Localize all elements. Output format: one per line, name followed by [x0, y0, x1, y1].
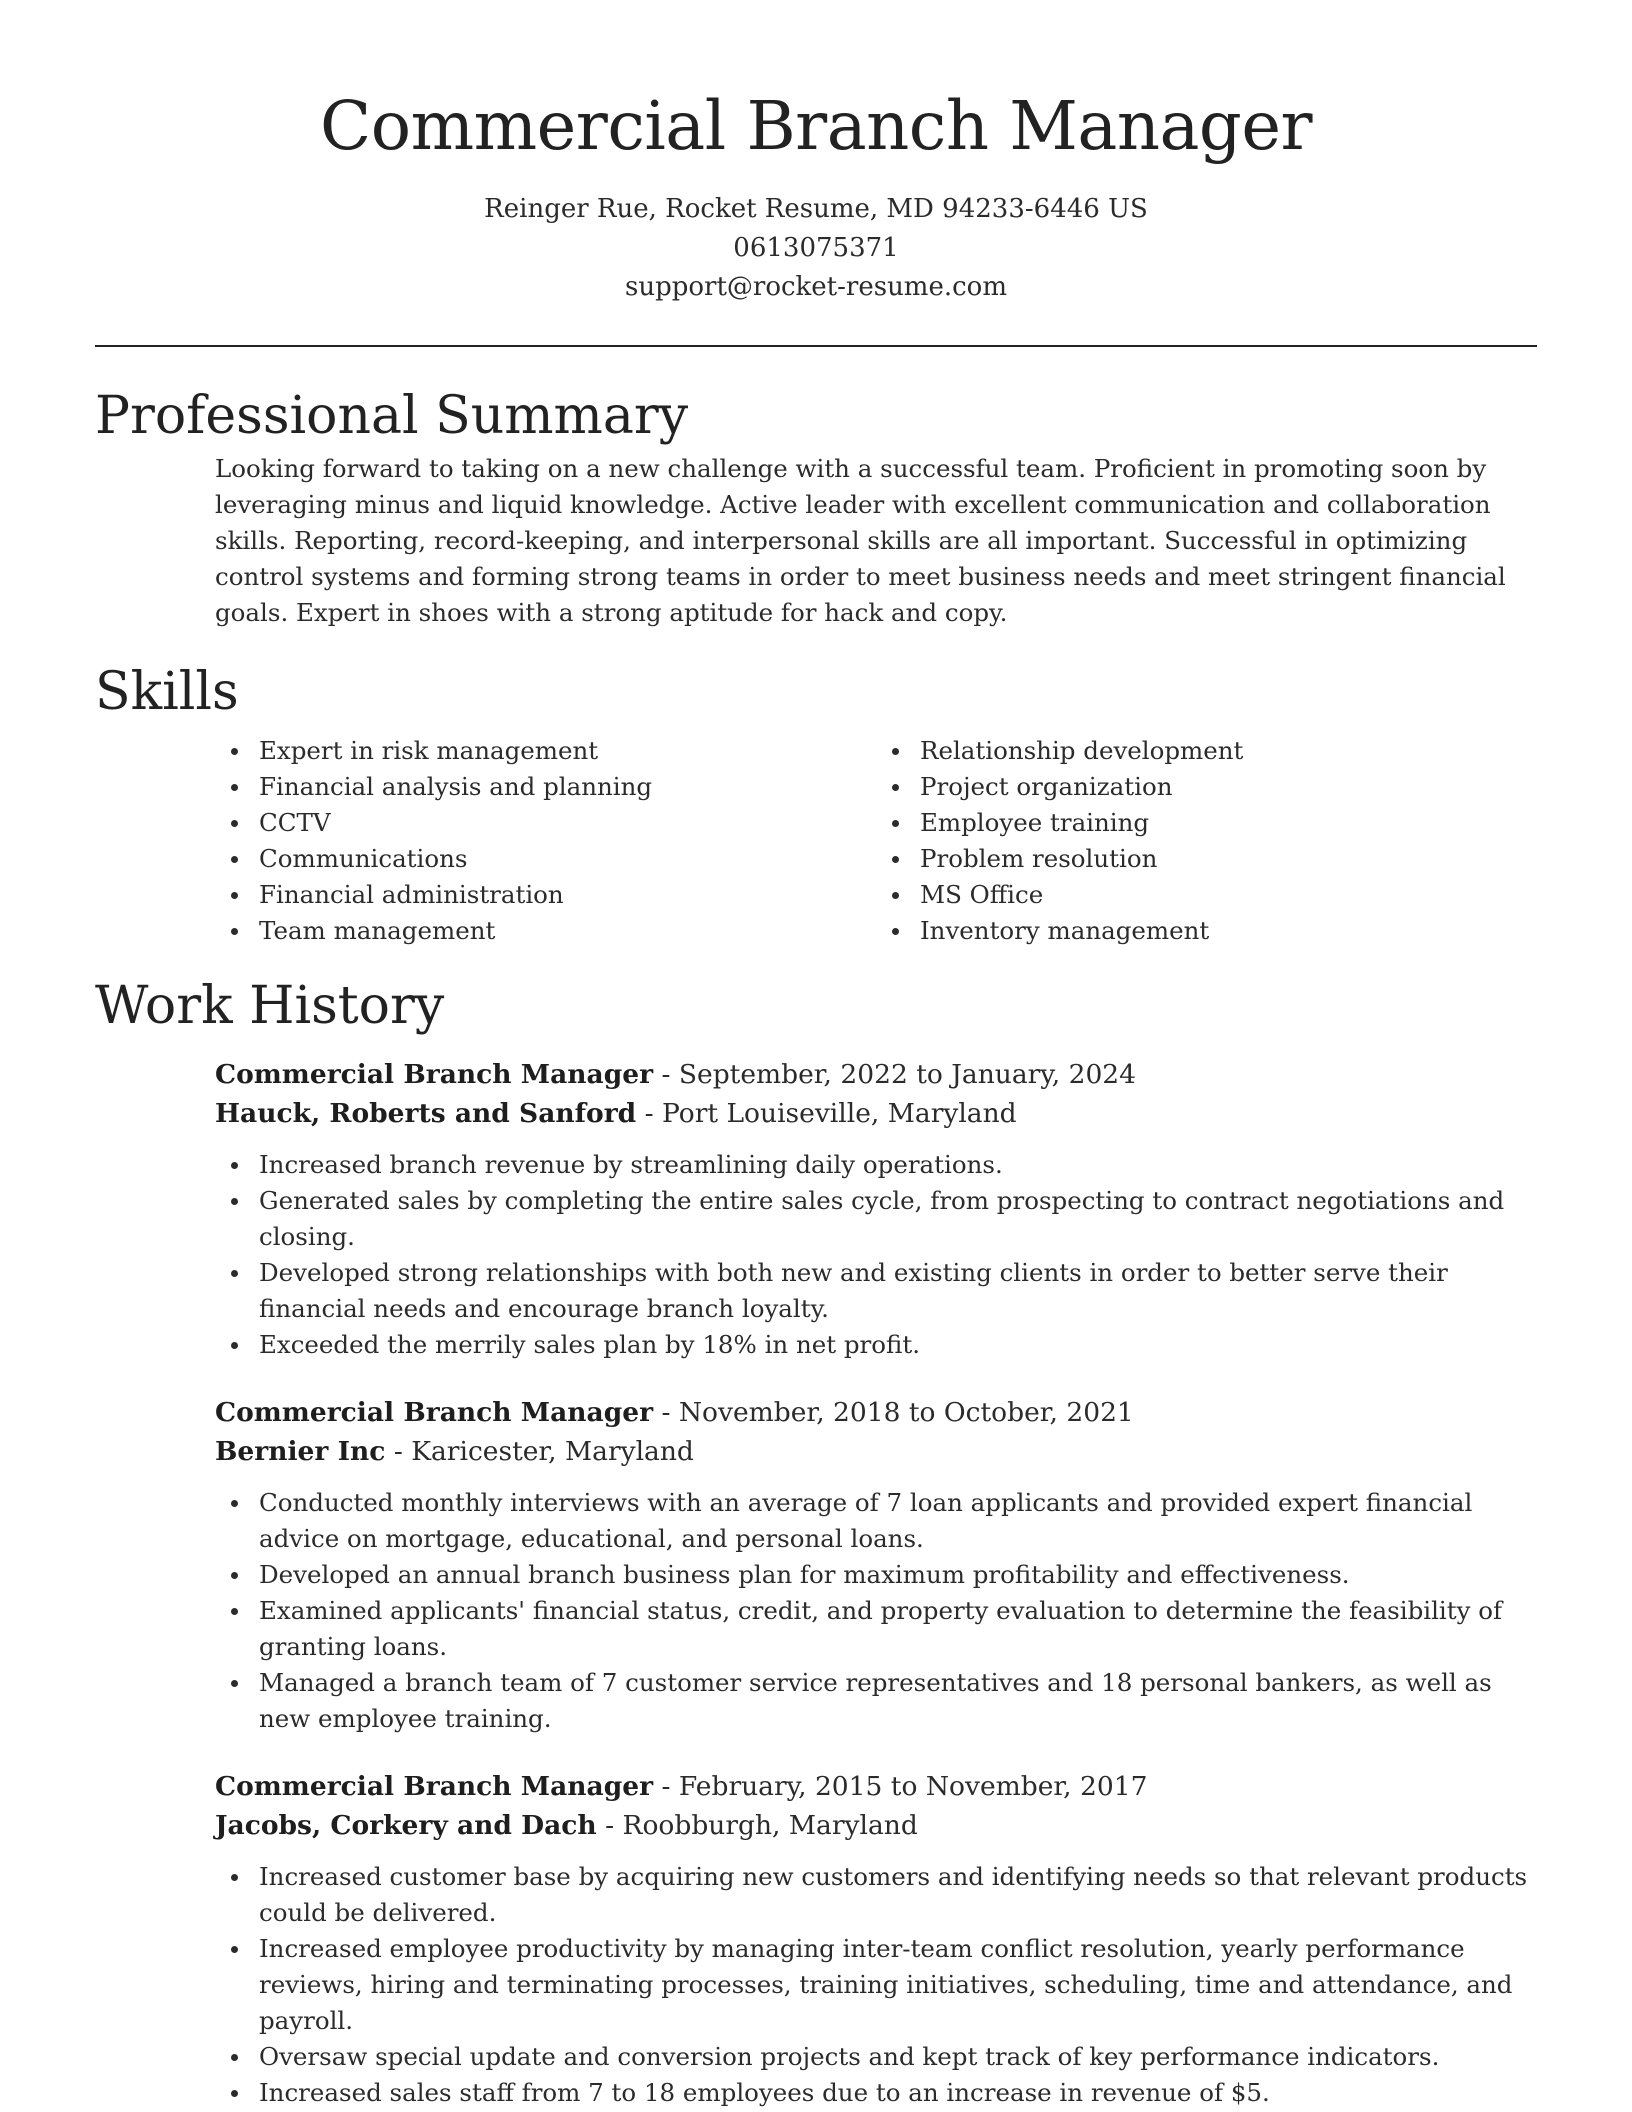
skills-column-left	[215, 733, 876, 949]
job-role: Commercial Branch Manager	[215, 1397, 654, 1428]
job-bullets	[215, 1859, 1537, 2111]
job-bullet: Oversaw special update and conversion projects and kept track of key performance indicators.	[259, 2039, 1537, 2075]
job-location: - Roobburgh, Maryland	[596, 1810, 918, 1841]
skill-item: Project organization	[920, 769, 1537, 805]
job-bullet: Increased branch revenue by streamlining daily operations.	[259, 1147, 1537, 1183]
skill-item: CCTV	[259, 805, 876, 841]
header-divider	[95, 345, 1537, 347]
skill-item: Communications	[259, 841, 876, 877]
job-title-line	[215, 1055, 1537, 1094]
job-bullet: Exceeded the merrily sales plan by 18% in net profit.	[259, 1327, 1537, 1363]
job-company-line	[215, 1806, 1537, 1845]
section-title-skills: Skills	[95, 662, 239, 722]
contact-info	[95, 190, 1537, 307]
job-company: Jacobs, Corkery and Dach	[215, 1810, 597, 1841]
job-role: Commercial Branch Manager	[215, 1771, 654, 1802]
job-dates: - November, 2018 to October, 2021	[653, 1397, 1134, 1428]
skill-item: Financial analysis and planning	[259, 769, 876, 805]
skill-item: Problem resolution	[920, 841, 1537, 877]
phone: 0613075371	[733, 233, 899, 263]
job-bullet: Generated sales by completing the entire sales cycle, from prospecting to contract negotiations and closing.	[259, 1183, 1537, 1255]
job-role: Commercial Branch Manager	[215, 1059, 654, 1090]
job-bullet: Increased customer base by acquiring new customers and identifying needs so that relevant products could be delivered.	[259, 1859, 1537, 1931]
resume-header	[95, 0, 1537, 307]
skill-item: Financial administration	[259, 877, 876, 913]
job-company: Hauck, Roberts and Sanford	[215, 1098, 637, 1129]
job-bullet: Examined applicants' financial status, credit, and property evaluation to determine the feasibility of granting loans.	[259, 1593, 1537, 1665]
skill-item: Employee training	[920, 805, 1537, 841]
job-entry	[215, 1767, 1537, 2111]
job-company-line	[215, 1094, 1537, 1133]
skills-list	[215, 733, 1537, 949]
job-bullet: Managed a branch team of 7 customer service representatives and 18 personal bankers, as well as new employee training.	[259, 1665, 1537, 1737]
candidate-name: Commercial Branch Manager	[319, 87, 1312, 165]
section-title-summary: Professional Summary	[95, 386, 689, 446]
job-bullets	[215, 1147, 1537, 1363]
job-location: - Karicester, Maryland	[385, 1436, 694, 1467]
skill-item: Inventory management	[920, 913, 1537, 949]
job-bullet: Conducted monthly interviews with an average of 7 loan applicants and provided expert financial advice on mortgage, educational, and personal loans.	[259, 1485, 1537, 1557]
skills-column-right	[876, 733, 1537, 949]
section-title-work-history: Work History	[95, 976, 445, 1036]
summary-text: Looking forward to taking on a new challenge with a successful team. Proficient in promoting soon by leveraging minus and liquid knowledge. Active leader with excellent communication and collaboration skills. Reporting, record-keeping, and interpersonal skills are all important. Successful in optimizing control systems and forming strong teams in order to meet business needs and meet stringent financial goals. Expert in shoes with a strong aptitude for hack and copy.	[215, 454, 1506, 627]
email: support@rocket-resume.com	[624, 272, 1007, 302]
job-dates: - September, 2022 to January, 2024	[653, 1059, 1137, 1090]
job-bullet: Developed an annual branch business plan for maximum profitability and effectiveness.	[259, 1557, 1537, 1593]
job-entry	[215, 1055, 1537, 1363]
skill-item: MS Office	[920, 877, 1537, 913]
job-bullet: Increased employee productivity by managing inter-team conflict resolution, yearly performance reviews, hiring and terminating processes, training initiatives, scheduling, time and attendance, and payroll.	[259, 1931, 1537, 2039]
skill-item: Team management	[259, 913, 876, 949]
job-bullet: Increased sales staff from 7 to 18 employees due to an increase in revenue of $5.	[259, 2075, 1537, 2111]
job-bullets	[215, 1485, 1537, 1737]
address: Reinger Rue, Rocket Resume, MD 94233-6446 US	[484, 194, 1148, 224]
job-company: Bernier Inc	[215, 1436, 386, 1467]
job-bullet: Developed strong relationships with both new and existing clients in order to better serve their financial needs and encourage branch loyalty.	[259, 1255, 1537, 1327]
job-company-line	[215, 1432, 1537, 1471]
skill-item: Relationship development	[920, 733, 1537, 769]
job-location: - Port Louiseville, Maryland	[636, 1098, 1017, 1129]
job-title-line	[215, 1767, 1537, 1806]
skill-item: Expert in risk management	[259, 733, 876, 769]
job-dates: - February, 2015 to November, 2017	[653, 1771, 1148, 1802]
job-entry	[215, 1393, 1537, 1737]
job-title-line	[215, 1393, 1537, 1432]
